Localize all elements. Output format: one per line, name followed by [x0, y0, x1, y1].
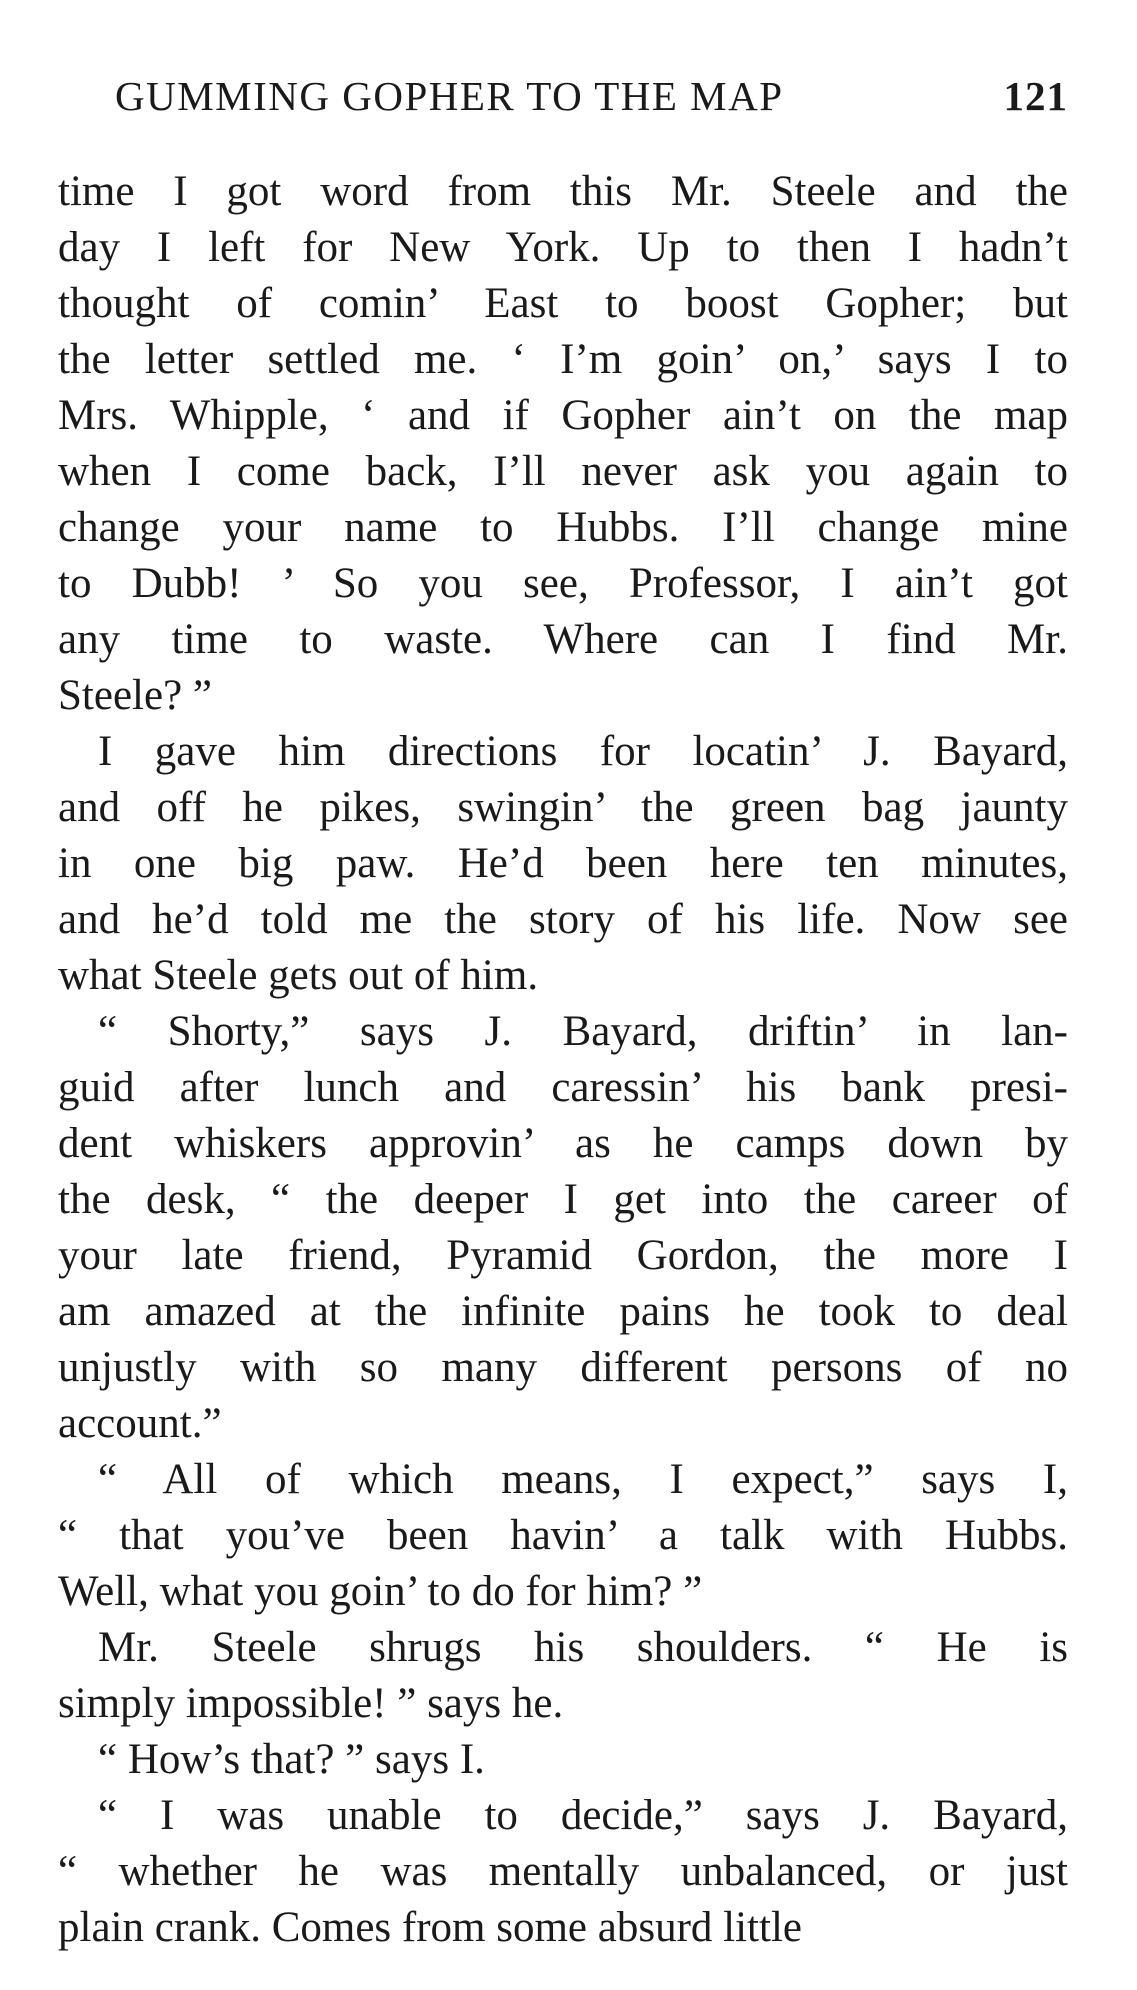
text-line: guid after lunch and caressin’ his bank presi-: [58, 1064, 1068, 1111]
text-line: any time to waste. Where can I find Mr.: [58, 616, 1068, 663]
paragraph: [58, 164, 1068, 724]
body-text: [58, 164, 1068, 1956]
text-line: “ whether he was mentally unbalanced, or just: [58, 1848, 1068, 1895]
text-line: thought of comin’ East to boost Gopher; but: [58, 280, 1068, 327]
text-line: dent whiskers approvin’ as he camps down by: [58, 1120, 1068, 1167]
text-line: in one big paw. He’d been here ten minutes,: [58, 840, 1068, 887]
text-line: what Steele gets out of him.: [58, 952, 539, 999]
text-line: “ All of which means, I expect,” says I,: [98, 1456, 1068, 1503]
text-line: to Dubb! ’ So you see, Professor, I ain’t got: [58, 560, 1068, 607]
text-line: “ Shorty,” says J. Bayard, driftin’ in lan-: [98, 1008, 1068, 1055]
paragraph: [58, 1620, 1068, 1732]
text-line: unjustly with so many different persons of no: [58, 1344, 1068, 1391]
paragraph: [58, 1452, 1068, 1620]
text-line: when I come back, I’ll never ask you again to: [58, 448, 1068, 495]
text-line: Steele? ”: [58, 672, 212, 719]
page-number: 121: [1003, 73, 1068, 119]
text-line: I gave him directions for locatin’ J. Bayard,: [98, 728, 1068, 775]
text-line: “ How’s that? ” says I.: [98, 1736, 485, 1783]
text-line: Well, what you goin’ to do for him? ”: [58, 1568, 703, 1615]
paragraph: [58, 1004, 1068, 1452]
text-line: and off he pikes, swingin’ the green bag jaunty: [58, 784, 1068, 831]
paragraph: [58, 1732, 1068, 1788]
text-line: day I left for New York. Up to then I hadn’t: [58, 224, 1068, 271]
text-line: “ I was unable to decide,” says J. Bayard,: [98, 1792, 1068, 1839]
text-line: simply impossible! ” says he.: [58, 1680, 564, 1727]
running-head: [115, 72, 1068, 136]
text-line: Mr. Steele shrugs his shoulders. “ He is: [98, 1624, 1068, 1671]
text-line: the desk, “ the deeper I get into the career of: [58, 1176, 1068, 1223]
text-line: “ that you’ve been havin’ a talk with Hubbs.: [58, 1512, 1068, 1559]
paragraph: [58, 1788, 1068, 1956]
text-line: change your name to Hubbs. I’ll change mine: [58, 504, 1068, 551]
text-line: the letter settled me. ‘ I’m goin’ on,’ says I to: [58, 336, 1068, 383]
book-page: [58, 72, 1068, 1956]
text-line: am amazed at the infinite pains he took to deal: [58, 1288, 1068, 1335]
chapter-title: GUMMING GOPHER TO THE MAP: [115, 73, 784, 119]
text-line: your late friend, Pyramid Gordon, the more I: [58, 1232, 1068, 1279]
text-line: and he’d told me the story of his life. Now see: [58, 896, 1068, 943]
text-line: Mrs. Whipple, ‘ and if Gopher ain’t on the map: [58, 392, 1068, 439]
text-line: plain crank. Comes from some absurd little: [58, 1904, 802, 1951]
text-line: account.”: [58, 1400, 222, 1447]
text-line: time I got word from this Mr. Steele and the: [58, 168, 1068, 215]
paragraph: [58, 724, 1068, 1004]
